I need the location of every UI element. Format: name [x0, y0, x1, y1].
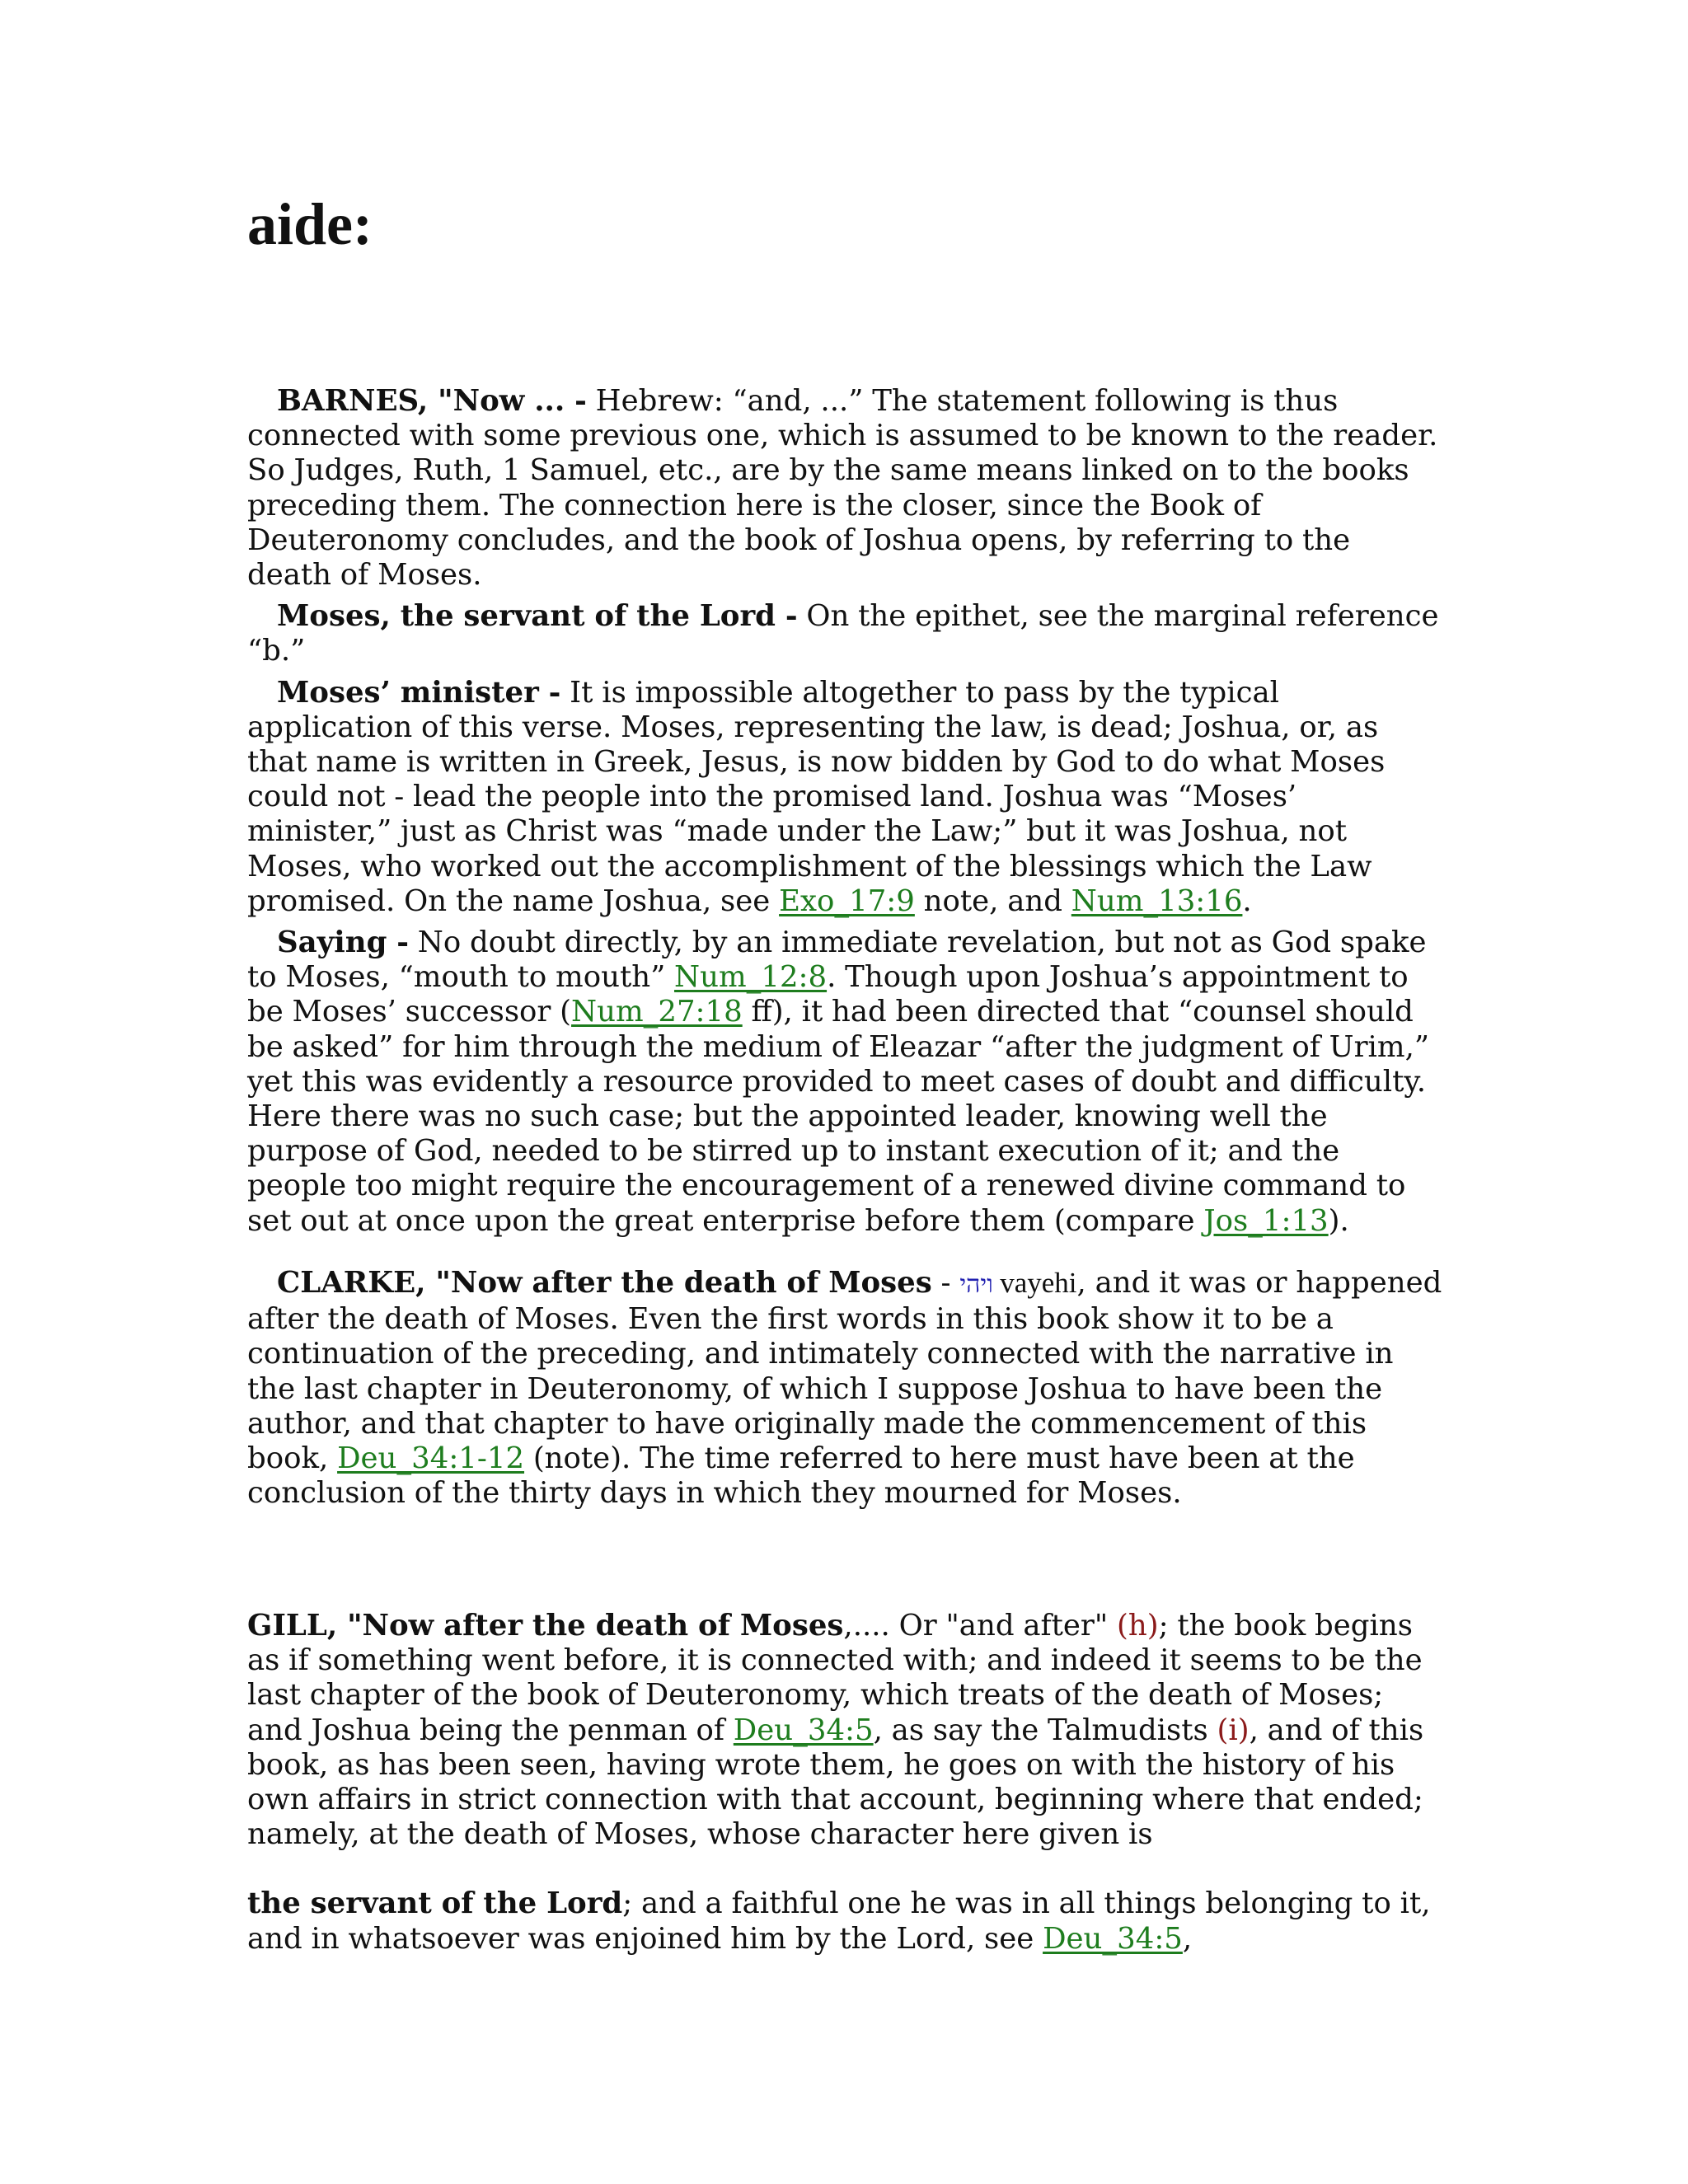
page-heading: aide: [247, 191, 373, 257]
gill-commentary [247, 1609, 1442, 1957]
clarke-commentary [247, 1266, 1442, 1511]
clarke-text: , and it was or happened after the death of Moses. Even the first words in this book show it to be a continuation of the preceding, and intimately connected with the narrative in the last chapter in Deuteronomy, of which I suppose Joshua to have been the author, and that chapter to have originally made the commencement of this book, [247, 1266, 1442, 1476]
ref-link-deu-34-5[interactable]: Deu_34:5 [733, 1713, 874, 1747]
barnes-paragraph-saying [247, 926, 1442, 1239]
clarke-paragraph [247, 1266, 1442, 1511]
footnote-link-h[interactable]: (h) [1117, 1609, 1159, 1643]
ref-link-exo-17-9[interactable]: Exo_17:9 [779, 883, 915, 918]
ref-link-num-12-8[interactable]: Num_12:8 [674, 960, 828, 995]
footnote-link-i[interactable]: (i) [1217, 1713, 1250, 1747]
clarke-text-2: (note). The time referred to here must have been at the conclusion of the thirty days in which they mourned for Moses. [247, 1441, 1355, 1511]
clarke-dash: - [931, 1266, 960, 1300]
barnes-saying-text-3: ff), it had been directed that “counsel should be asked” for him through the medium of Eleazar “after the judgment of Urim,” yet this was evidently a resource provided to meet cases of doubt and difficulty. Here there was no such case; but the appointed leader, knowing well the purpose of God, needed to be stirred up to instant execution of it; and the people too might require the encouragement of a renewed divine command to set out at once upon the great enterprise before them (compare [247, 995, 1430, 1238]
barnes-minister-text: It is impossible altogether to pass by the typical application of this verse. Moses, representing the law, is dead; Joshua, or, as that name is written in Greek, Jesus, is now bidden by God to do what Moses could not - lead the people into the promised land. Joshua was “Moses’ minister,” just as Christ was “made under the Law;” but it was Joshua, not Moses, who worked out the accomplishment of the blessings which the Law promised. On the name Joshua, see [247, 675, 1386, 918]
barnes-paragraph-now [247, 384, 1442, 593]
barnes-saying-text: No doubt directly, by an immediate revelation, but not as God spake to Moses, “mouth to mouth” [247, 926, 1427, 995]
barnes-minister-lead: Moses’ minister - [277, 675, 561, 710]
barnes-lead: BARNES, "Now ... - [277, 384, 587, 418]
gill-text: ,.... Or "and after" [843, 1609, 1117, 1643]
clarke-transliteration: vayehi [992, 1267, 1077, 1299]
barnes-saying-text-2: . Though upon Joshua’s appointment to be Moses’ successor ( [247, 960, 1409, 1029]
gill-servant-text: ; and a faithful one he was in all things belonging to it, and in whatsoever was enjoined him by the Lord, see [247, 1886, 1431, 1956]
gill-lead: GILL, "Now after the death of Moses [247, 1609, 844, 1643]
gill-paragraph-now [247, 1609, 1442, 1852]
barnes-minister-text-2: note, and [914, 883, 1071, 918]
clarke-hebrew-word: ויהי [959, 1270, 993, 1299]
barnes-text: Hebrew: “and, ...” The statement following is thus connected with some previous one, which is assumed to be known to the reader. So Judges, Ruth, 1 Samuel, etc., are by the same means linked on to the books preceding them. The connection here is the closer, since the Book of Deuteronomy concludes, and the book of Joshua opens, by referring to the death of Moses. [247, 384, 1438, 593]
ref-link-deu-34-1-12[interactable]: Deu_34:1-12 [337, 1441, 525, 1476]
clarke-lead: CLARKE, "Now after the death of Moses [277, 1266, 932, 1300]
ref-link-num-27-18[interactable]: Num_27:18 [571, 995, 743, 1029]
barnes-servant-lead: Moses, the servant of the Lord - [277, 599, 798, 634]
barnes-paragraph-minister [247, 676, 1442, 919]
barnes-servant-text: On the epithet, see the marginal reference “b.” [247, 599, 1439, 668]
barnes-saying-text-4: ). [1328, 1203, 1349, 1238]
gill-text-3: , as say the Talmudists [873, 1713, 1217, 1747]
barnes-minister-text-3: . [1242, 883, 1252, 918]
barnes-saying-lead: Saying - [277, 926, 409, 960]
gill-servant-lead: the servant of the Lord [247, 1886, 623, 1921]
barnes-commentary [247, 384, 1442, 1239]
gill-servant-text-2: , [1182, 1921, 1193, 1956]
barnes-paragraph-servant [247, 599, 1442, 668]
ref-link-num-13-16[interactable]: Num_13:16 [1071, 883, 1243, 918]
ref-link-deu-34-5-second[interactable]: Deu_34:5 [1043, 1921, 1183, 1956]
gill-text-4: , and of this book, as has been seen, having wrote them, he goes on with the history of his own affairs in strict connection with that account, beginning where that ended; namely, at the death of Moses, whose character here given is [247, 1713, 1424, 1852]
gill-text-2: ; the book begins as if something went before, it is connected with; and indeed it seems to be the last chapter of the book of Deuteronomy, which treats of the death of Moses; and Joshua being the penman of [247, 1609, 1423, 1747]
gill-paragraph-servant [247, 1886, 1442, 1956]
ref-link-jos-1-13[interactable]: Jos_1:13 [1203, 1203, 1329, 1238]
